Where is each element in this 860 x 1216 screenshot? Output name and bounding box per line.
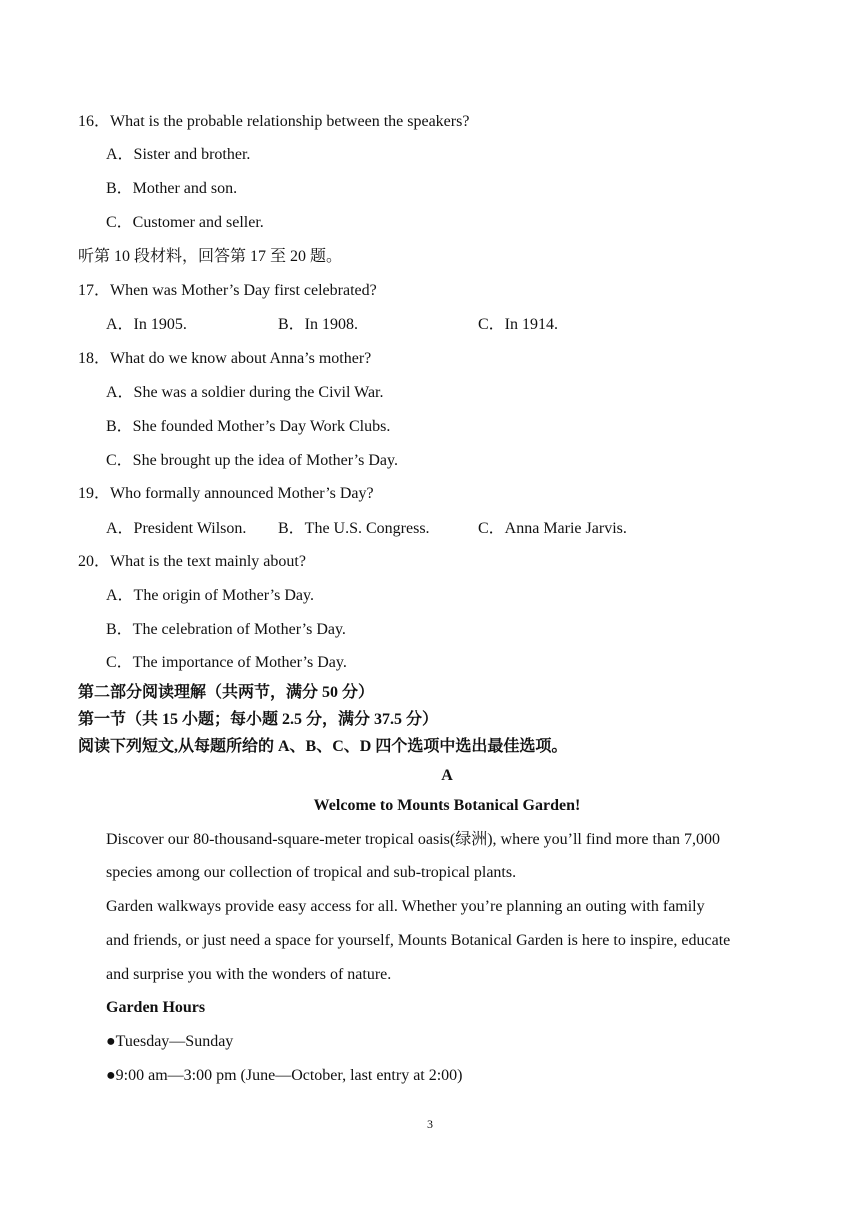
- question-20: 20．What is the text mainly about?: [78, 553, 306, 570]
- part2-heading: 第二部分阅读理解（共两节，满分 50 分）: [78, 684, 375, 701]
- q16-option-a: A．Sister and brother.: [106, 146, 251, 163]
- listening-instruction: 听第 10 段材料，回答第 17 至 20 题。: [78, 248, 343, 265]
- q20-option-c: C．The importance of Mother’s Day.: [106, 654, 347, 671]
- q16-option-c: C．Customer and seller.: [106, 214, 264, 231]
- question-18: 18．What do we know about Anna’s mother?: [78, 350, 372, 367]
- passage-line: and friends, or just need a space for yourself, Mounts Botanical Garden is here to inspire, educate: [106, 932, 731, 949]
- passage-line: Garden walkways provide easy access for all. Whether you’re planning an outing with family: [106, 898, 705, 915]
- q20-option-a: A．The origin of Mother’s Day.: [106, 587, 314, 604]
- passage-line: Discover our 80-thousand-square-meter tropical oasis(绿洲), where you’ll find more than 7,000: [106, 831, 721, 848]
- page-number: 3: [427, 1117, 433, 1131]
- question-16: 16．What is the probable relationship between the speakers?: [78, 113, 470, 130]
- q16-option-b: B．Mother and son.: [106, 180, 238, 197]
- section1-heading: 第一节（共 15 小题；每小题 2.5 分，满分 37.5 分）: [78, 711, 439, 728]
- question-19: 19．Who formally announced Mother’s Day?: [78, 485, 374, 502]
- q20-option-b: B．The celebration of Mother’s Day.: [106, 621, 346, 638]
- passage-line: and surprise you with the wonders of nature.: [106, 966, 392, 983]
- question-17: 17．When was Mother’s Day first celebrated?: [78, 282, 377, 299]
- passage-line: species among our collection of tropical and sub-tropical plants.: [106, 864, 517, 881]
- hours-item: ●9:00 am—3:00 pm (June—October, last entry at 2:00): [106, 1067, 463, 1084]
- q19-option-c: C．Anna Marie Jarvis.: [478, 520, 627, 537]
- passage-letter: A: [441, 767, 453, 784]
- q18-option-c: C．She brought up the idea of Mother’s Day.: [106, 452, 398, 469]
- q19-option-b: B．The U.S. Congress.: [278, 520, 430, 537]
- garden-hours-heading: Garden Hours: [106, 999, 206, 1016]
- q17-option-b: B．In 1908.: [278, 316, 359, 333]
- q18-option-b: B．She founded Mother’s Day Work Clubs.: [106, 418, 391, 435]
- reading-instruction: 阅读下列短文,从每题所给的 A、B、C、D 四个选项中选出最佳选项。: [78, 738, 568, 755]
- q17-option-c: C．In 1914.: [478, 316, 559, 333]
- passage-title: Welcome to Mounts Botanical Garden!: [313, 797, 581, 814]
- q17-option-a: A．In 1905.: [106, 316, 187, 333]
- hours-item: ●Tuesday—Sunday: [106, 1033, 234, 1050]
- q18-option-a: A．She was a soldier during the Civil War.: [106, 384, 384, 401]
- q19-option-a: A．President Wilson.: [106, 520, 247, 537]
